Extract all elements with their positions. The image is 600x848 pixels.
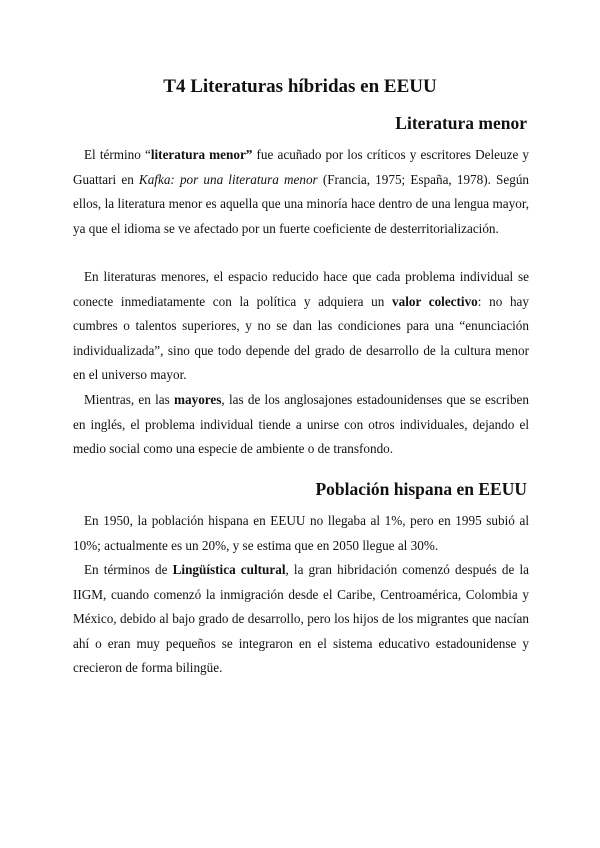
bold-term-mayores: mayores [174,392,222,407]
text-run: El término “ [84,147,151,162]
section-heading-literatura-menor: Literatura menor [395,113,527,133]
text-run: En literaturas menores, el espacio reducido hace que cada problema individual se conecte inmediatamente con la política y adquiera un [73,269,529,309]
text-run: En términos de [84,562,173,577]
text-run: Mientras, en las [84,392,175,407]
bold-term-valor-colectivo: valor colectivo [392,293,478,309]
text-run: : no hay cumbres o talentos superiores, y no se dan las condiciones para una “enunciación individualizada”, sino que todo depende del grado de desarrollo de la cultura menor en el universo mayor. [73,293,529,382]
document-title: T4 Literaturas híbridas en EEUU [163,76,437,97]
text-run: fue acuñado por los críticos y escritores Deleuze y Guattari en [73,147,530,187]
text-run: , las de los anglosajones estadounidenses que se escriben en inglés, el problema individual tiende a unirse con otros individuales, dejando el medio social como una especie de ambiente o de transfondo. [73,392,529,456]
paragraph-mayores [73,388,529,462]
bold-term-linguistica-cultural: Lingüística cultural [172,562,286,577]
paragraph-population-stats [73,509,529,558]
italic-book-title: Kafka: por una literatura menor [138,171,318,187]
text-run: (Francia, 1975; España, 1978). Según ellos, la literatura menor es aquella que una minoría hace dentro de una lengua mayor, ya que el idioma se ve afectado por un fuerte coeficiente de desterritorialización. [73,171,530,236]
text-run: , la gran hibridación comenzó después de la IIGM, cuando comenzó la inmigración desde el Caribe, Centroamérica, Colombia y México, debido al bajo grado de desarrollo, pero los hijos de los migrantes que nacían ahí o eran muy pequeños se integraron en el sistema educativo estadounidense y crecieron de forma bilingüe. [73,562,529,675]
paragraph-valor-colectivo [73,265,529,388]
paragraph-definition [73,143,529,241]
bold-term-literatura-menor: literatura menor” [150,147,253,162]
text-run: En 1950, la población hispana en EEUU no llegaba al 1%, pero en 1995 subió al 10%; actualmente es un 20%, y se estima que en 2050 llegue al 30%. [73,513,529,553]
paragraph-linguistica-cultural [73,558,529,681]
section-heading-poblacion-hispana: Población hispana en EEUU [315,479,527,499]
